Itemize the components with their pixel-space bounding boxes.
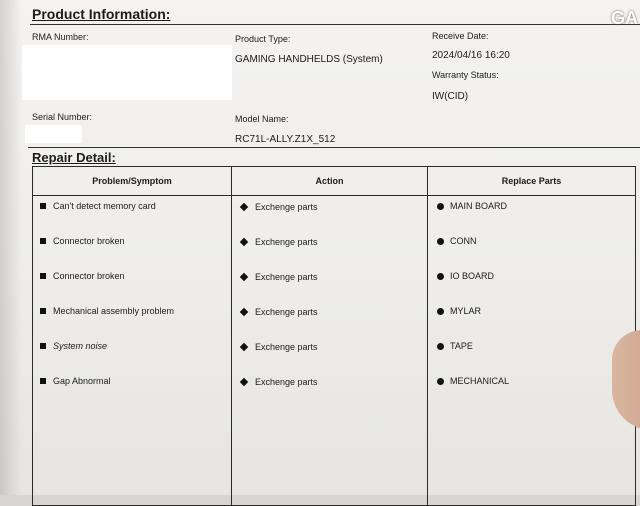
problem-text: Connector broken	[53, 236, 125, 246]
product-information-divider	[30, 24, 640, 25]
square-bullet-icon	[40, 343, 46, 349]
circle-bullet-icon	[437, 308, 444, 315]
part-text: MAIN BOARD	[450, 201, 508, 211]
list-item	[40, 306, 230, 341]
square-bullet-icon	[40, 378, 46, 384]
list-item	[437, 271, 634, 306]
action-text: Exchenge parts	[255, 377, 318, 387]
list-item	[437, 236, 634, 271]
diamond-bullet-icon	[240, 343, 248, 351]
problem-text: Can't detect memory card	[53, 201, 156, 211]
action-text: Exchenge parts	[255, 237, 318, 247]
table-body-row	[33, 196, 636, 506]
rma-number-redaction	[22, 45, 232, 100]
problem-column	[33, 196, 232, 506]
list-item	[40, 236, 230, 271]
repair-detail-title: Repair Detail:	[32, 150, 116, 165]
square-bullet-icon	[40, 203, 46, 209]
list-item	[239, 307, 426, 342]
action-header: Action	[232, 167, 428, 196]
list-item	[239, 202, 426, 237]
problem-text: Gap Abnormal	[53, 376, 111, 386]
part-text: MYLAR	[450, 306, 482, 316]
list-item	[40, 271, 230, 306]
square-bullet-icon	[40, 308, 46, 314]
action-text: Exchenge parts	[255, 307, 318, 317]
list-item	[40, 376, 230, 411]
part-text: MECHANICAL	[450, 376, 510, 386]
rma-number-label: RMA Number:	[32, 32, 89, 42]
list-item	[437, 376, 634, 411]
list-item	[437, 341, 634, 376]
square-bullet-icon	[40, 238, 46, 244]
action-text: Exchenge parts	[255, 202, 318, 212]
diamond-bullet-icon	[240, 203, 248, 211]
list-item	[40, 341, 230, 376]
list-item	[437, 306, 634, 341]
table-header-row	[33, 167, 636, 196]
replace-parts-header: Replace Parts	[428, 167, 636, 196]
action-column	[232, 196, 428, 506]
circle-bullet-icon	[437, 273, 444, 280]
model-name-label: Model Name:	[235, 114, 289, 124]
replace-parts-column	[428, 196, 636, 506]
part-text: CONN	[450, 236, 477, 246]
problem-text: Mechanical assembly problem	[53, 306, 175, 316]
circle-bullet-icon	[437, 238, 444, 245]
list-item	[239, 272, 426, 307]
product-information-title: Product Information:	[32, 6, 171, 22]
warranty-status-value: IW(CID)	[432, 91, 469, 102]
warranty-status-label: Warranty Status:	[432, 70, 499, 80]
action-text: Exchenge parts	[255, 272, 318, 282]
product-type-value: GAMING HANDHELDS (System)	[235, 54, 383, 65]
circle-bullet-icon	[437, 378, 444, 385]
serial-number-label: Serial Number:	[32, 112, 93, 122]
repair-detail-divider	[28, 147, 640, 148]
product-type-label: Product Type:	[235, 34, 291, 44]
list-item	[437, 201, 634, 236]
diamond-bullet-icon	[240, 308, 248, 316]
part-text: IO BOARD	[450, 271, 495, 281]
square-bullet-icon	[40, 273, 46, 279]
problem-symptom-header: Problem/Symptom	[33, 167, 232, 196]
list-item	[239, 237, 426, 272]
problem-text: Connector broken	[53, 271, 125, 281]
circle-bullet-icon	[437, 203, 444, 210]
list-item	[239, 377, 426, 412]
diamond-bullet-icon	[240, 238, 248, 246]
diamond-bullet-icon	[240, 273, 248, 281]
diamond-bullet-icon	[240, 378, 248, 386]
repair-detail-table	[32, 166, 636, 506]
paper-shadow	[0, 0, 22, 495]
problem-text: System noise	[53, 341, 108, 351]
receive-date-label: Receive Date:	[432, 31, 489, 41]
list-item	[40, 201, 230, 236]
receive-date-value: 2024/04/16 16:20	[432, 50, 510, 61]
corner-logo-text: GA	[611, 8, 638, 28]
action-text: Exchenge parts	[255, 342, 318, 352]
list-item	[239, 342, 426, 377]
serial-number-redaction	[25, 125, 82, 143]
model-name-value: RC71L-ALLY.Z1X_512	[235, 134, 336, 145]
part-text: TAPE	[450, 341, 473, 351]
circle-bullet-icon	[437, 343, 444, 350]
